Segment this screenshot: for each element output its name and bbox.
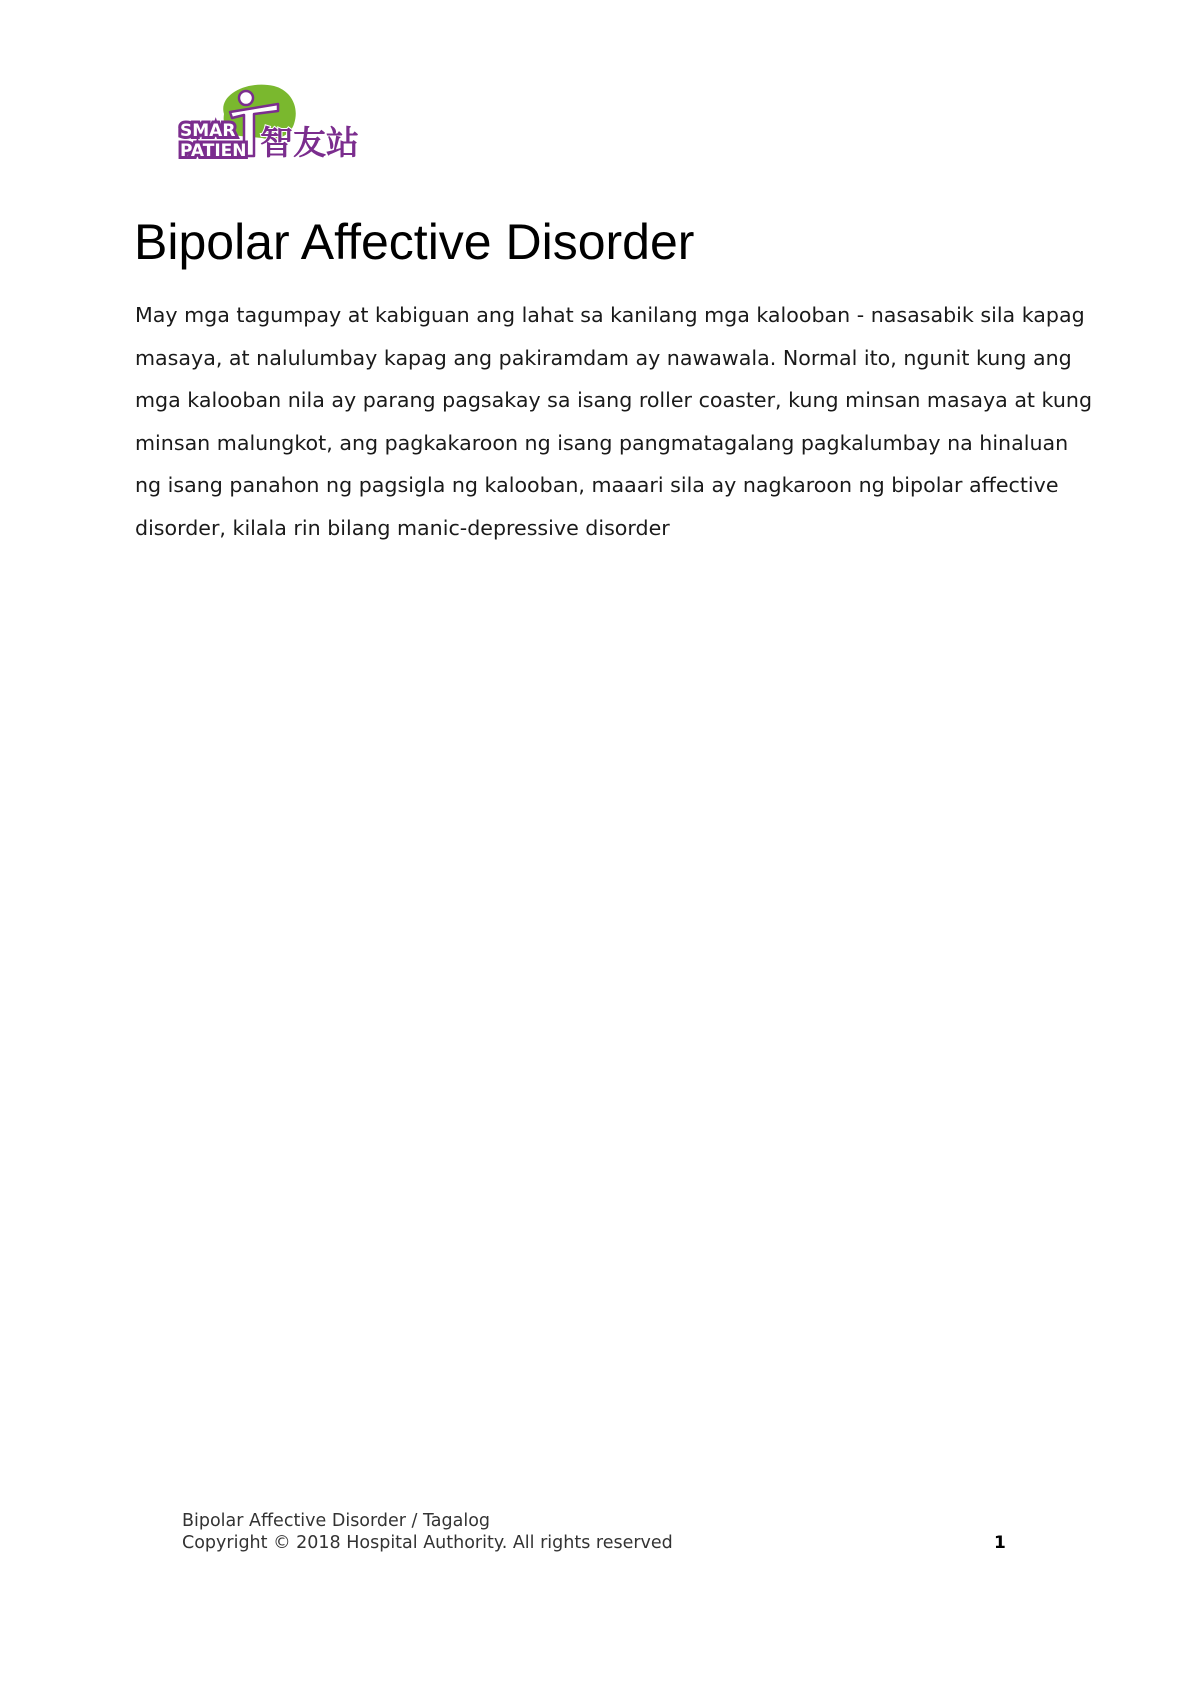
- smart-patient-logo: [178, 84, 374, 172]
- logo-text-line1: SMAR: [180, 121, 236, 141]
- page-number: 1: [994, 1533, 1006, 1553]
- document-body-paragraph: May mga tagumpay at kabiguan ang lahat sa kanilang mga kalooban - nasasabik sila kapag masaya, at nalulumbay kapag ang pakiramdam ay nawawala. Normal ito, ngunit kung ang mga kalooban nila ay parang pagsakay sa isang roller coaster, kung minsan masaya at kung minsan malungkot, ang pagkakaroon ng isang pangmatagalang pagkalumbay na hinaluan ng isang panahon ng pagsigla ng kalooban, maaari sila ay nagkaroon ng bipolar affective disorder, kilala rin bilang manic-depressive disorder: [135, 303, 1093, 540]
- logo-text-line2: PATIEN: [180, 141, 247, 161]
- logo-text-chinese: 智友站: [260, 123, 359, 162]
- footer-copyright: Copyright © 2018 Hospital Authority. All rights reserved: [182, 1533, 673, 1553]
- page-footer: [182, 1510, 1012, 1554]
- document-title: Bipolar Affective Disorder: [134, 214, 695, 270]
- footer-document-label: Bipolar Affective Disorder / Tagalog: [182, 1511, 491, 1531]
